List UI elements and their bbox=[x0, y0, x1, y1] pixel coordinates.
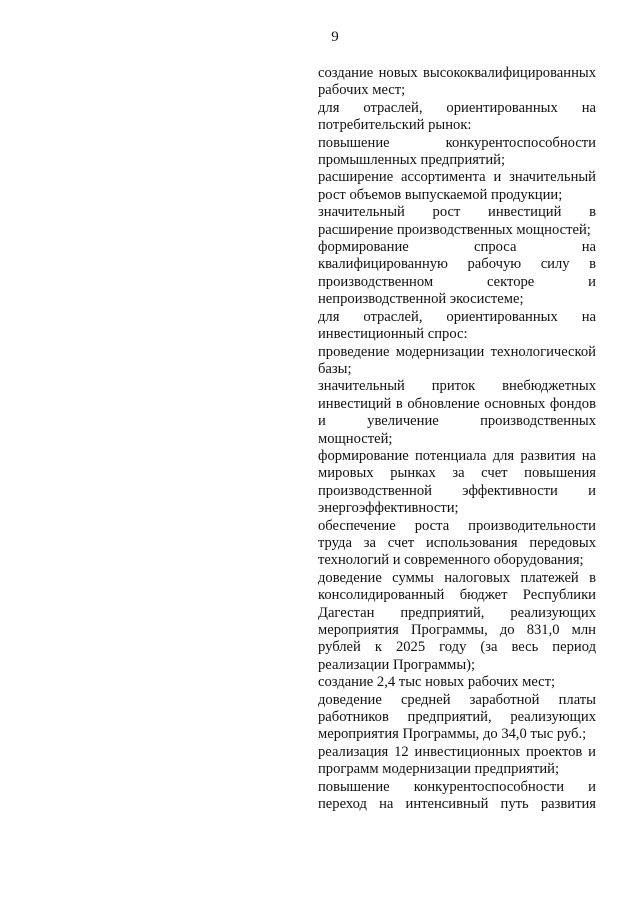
paragraph: значительный рост инвестиций в расширение производственных мощностей; bbox=[318, 204, 596, 238]
paragraph: создание новых высококвалифицированных рабочих мест; bbox=[318, 65, 596, 99]
page-number: 9 bbox=[331, 29, 339, 45]
paragraph: формирование потенциала для развития на мировых рынках за счет повышения производственной эффективности и энергоэффективности; bbox=[318, 447, 596, 517]
paragraph: повышение конкурентоспособности промышленных предприятий; bbox=[318, 134, 596, 169]
paragraph: формирование спроса на квалифицированную рабочую силу в производственном секторе и непроизводственной экосистеме; bbox=[318, 239, 596, 308]
paragraph: реализация 12 инвестиционных проектов и программ модернизации предприятий; bbox=[318, 743, 596, 778]
paragraph: для отраслей, ориентированных на инвестиционный спрос: bbox=[318, 308, 596, 343]
paragraph: значительный приток внебюджетных инвестиций в обновление основных фондов и увеличение производственных мощностей; bbox=[318, 378, 596, 447]
paragraph: доведение средней заработной платы работников предприятий, реализующих мероприятия Программы, до 34,0 тыс руб.; bbox=[318, 691, 596, 743]
paragraph: создание 2,4 тыс новых рабочих мест; bbox=[318, 674, 556, 691]
paragraph: повышение конкурентоспособности и переход на интенсивный путь развития bbox=[318, 778, 596, 813]
document-text-column bbox=[318, 65, 596, 813]
paragraph: проведение модернизации технологической базы; bbox=[318, 343, 596, 377]
paragraph: обеспечение роста производительности труда за счет использования передовых технологий и современного оборудования; bbox=[318, 517, 596, 569]
paragraph: для отраслей, ориентированных на потребительский рынок: bbox=[318, 99, 596, 134]
paragraph: расширение ассортимента и значительный рост объемов выпускаемой продукции; bbox=[318, 169, 596, 203]
paragraph: доведение суммы налоговых платежей в консолидированный бюджет Республики Дагестан предприятий, реализующих мероприятия Программы, до 831,0 млн рублей к 2025 году (за весь период реализации Программы); bbox=[318, 569, 596, 673]
